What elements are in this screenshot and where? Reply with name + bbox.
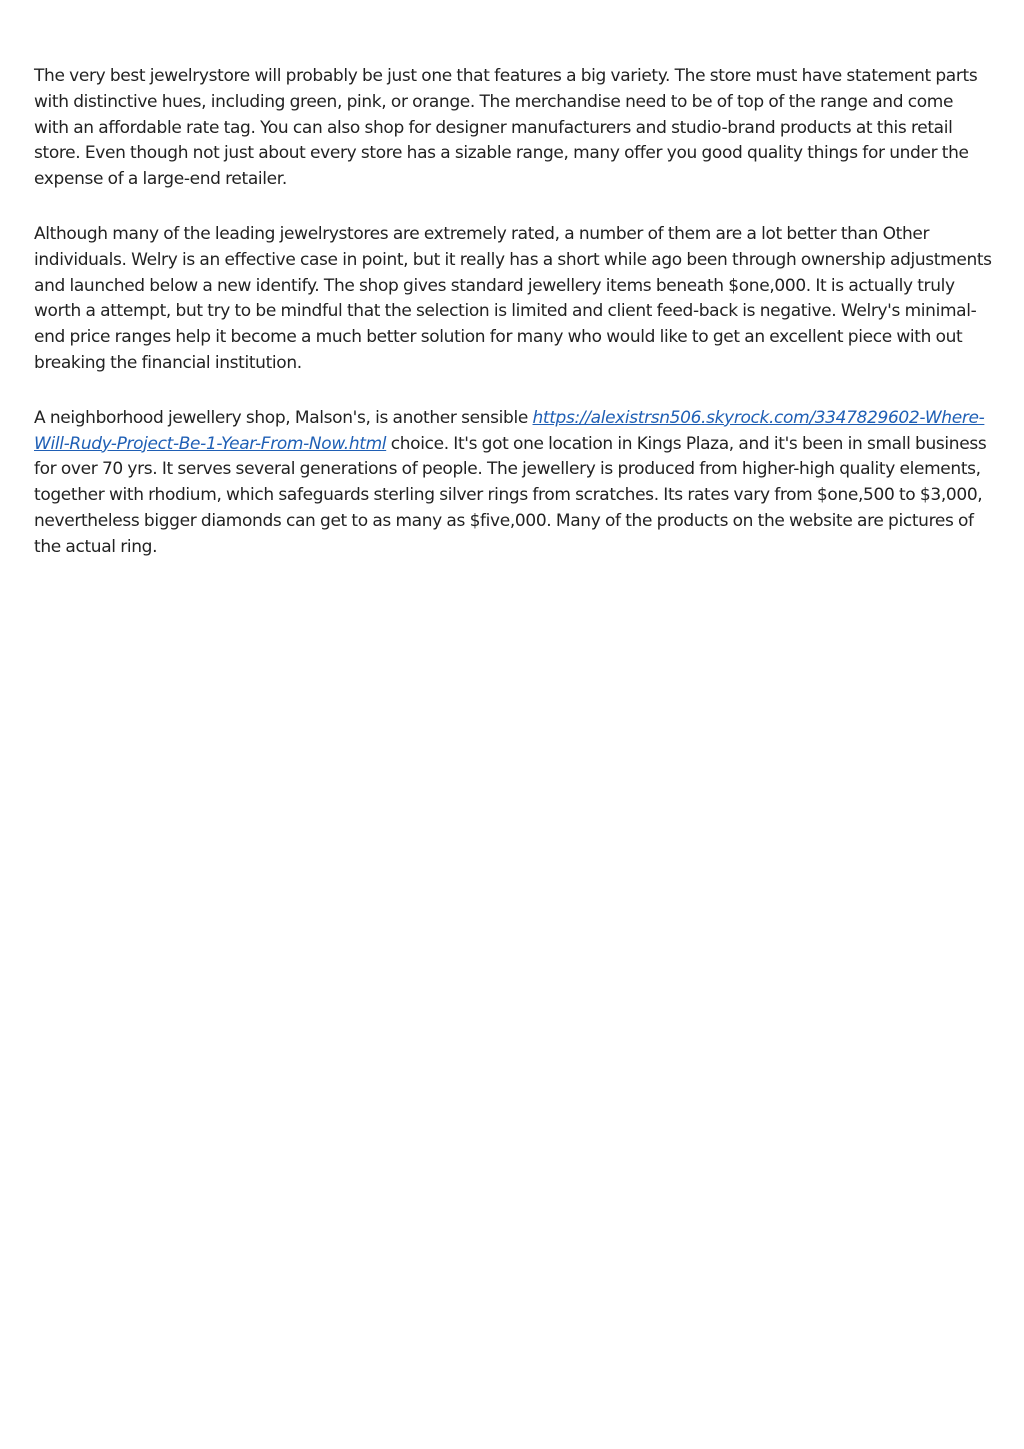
paragraph-2: Although many of the leading jewelrystores are extremely rated, a number of them are a lot better than Other individuals. Welry is an effective case in point, but it really has a short while ago been through ownership adjustments and launched below a new identify. The shop gives standard jewellery items beneath $one,000. It is actually truly worth a attempt, but try to be mindful that the selection is limited and client feed-back is negative. Welry's minimal-end price ranges help it become a much better solution for many who would like to get an excellent piece with out breaking the financial institution. (34, 223, 992, 373)
document-body (34, 64, 992, 590)
paragraph-3 (34, 406, 992, 561)
paragraph-3-text-after: choice. It's got one location in Kings Plaza, and it's been in small business for over 70 yrs. It serves several generations of people. The jewellery is produced from higher-high quality elements, together with rhodium, which safeguards sterling silver rings from scratches. Its rates vary from $one,500 to $3,000, nevertheless bigger diamonds can get to as many as $five,000. Many of the products on the website are pictures of the actual ring. (34, 433, 987, 557)
external-link[interactable]: https://alexistrsn506.skyrock.com/3347829602-Where-Will-Rudy-Project-Be-1-Year-From-Now.html (34, 407, 985, 454)
paragraph-3-text-before: A neighborhood jewellery shop, Malson's, is another sensible (34, 407, 533, 428)
paragraph-1: The very best jewelrystore will probably be just one that features a big variety. The store must have statement parts with distinctive hues, including green, pink, or orange. The merchandise need to be of top of the range and come with an affordable rate tag. You can also shop for designer manufacturers and studio-brand products at this retail store. Even though not just about every store has a sizable range, many offer you good quality things for under the expense of a large-end retailer. (34, 66, 978, 190)
